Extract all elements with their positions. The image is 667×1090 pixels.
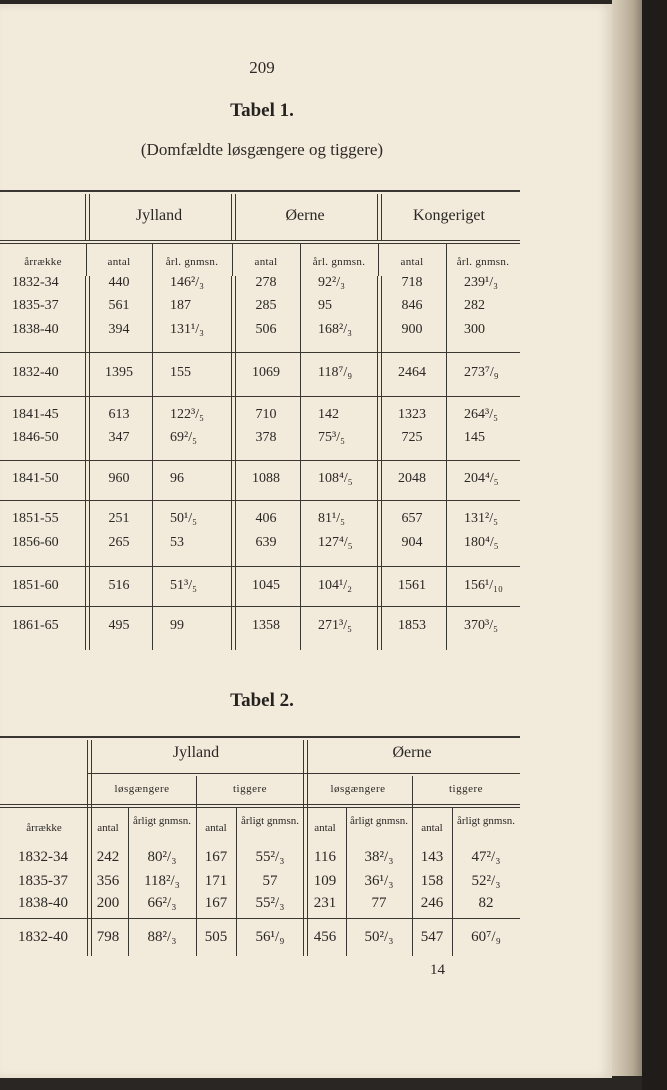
group-header: Kongeriget [413,207,485,224]
body-divider [300,460,301,500]
table-cell: 1088 [252,471,280,486]
table-cell: 242 [96,849,120,865]
body-divider [377,500,382,566]
column-header: antal [314,822,336,834]
column-header: årligt gnmsn. [456,815,516,827]
table-cell: 168²/₃ [318,322,352,337]
table-cell: 406 [255,511,277,526]
group-header: Øerne [392,744,432,761]
table-cell: 271³/₅ [318,618,352,633]
table-cell: 300 [464,322,485,337]
column-header: årligt gnmsn. [240,815,300,827]
table-cell: 278 [255,275,277,290]
table-cell: 180⁴/₅ [464,535,499,550]
column-header: antal [107,256,131,268]
table-cell: 516 [108,578,130,593]
body-divider [300,566,301,606]
table-cell: 613 [108,407,130,422]
subgroup-header: tiggere [448,783,484,795]
header-divider [300,244,301,276]
header-divider [378,244,379,276]
column-header: årrække [26,822,62,834]
row-label: 1832-34 [18,849,68,865]
table-cell: 356 [96,873,120,889]
table-cell: 57 [262,873,278,889]
table-cell: 81¹/₅ [318,511,345,526]
background-edge [642,0,667,1090]
header-divider [446,244,447,276]
table-cell: 52²/₃ [471,873,501,889]
body-divider [152,606,153,650]
table-cell: 505 [204,929,228,945]
table-cell: 1323 [398,407,426,422]
table-cell: 122³/₅ [170,407,204,422]
row-label: 1835-37 [18,873,68,889]
table-cell: 47²/₃ [471,849,501,865]
table-cell: 116 [314,849,336,865]
table-cell: 1561 [398,578,426,593]
column-header: årrække [24,256,62,268]
block-rule [0,352,520,353]
body-divider [446,396,447,460]
body-divider [300,352,301,396]
body-divider [300,396,301,460]
table-cell: 1069 [252,365,280,380]
table-cell: 142 [318,407,339,422]
row-label: 1851-55 [12,511,59,526]
table-cell: 77 [371,895,387,911]
table-cell: 56¹/₉ [255,929,285,945]
body-divider [152,500,153,566]
body-divider [231,396,236,460]
table-cell: 82 [478,895,494,911]
table-cell: 231 [313,895,337,911]
body-divider [231,500,236,566]
table-cell: 710 [255,407,277,422]
table-cell: 282 [464,298,485,313]
row-label: 1832-34 [12,275,59,290]
table-cell: 456 [313,929,337,945]
table-cell: 264³/₅ [464,407,498,422]
body-divider [446,276,447,352]
table-cell: 187 [170,298,191,313]
table-cell: 145 [464,430,485,445]
row-label: 1846-50 [12,430,59,445]
table-cell: 440 [108,275,130,290]
table-cell: 146²/₃ [170,275,204,290]
block-rule [0,500,520,501]
subgroup-header: løsgængere [114,783,170,795]
tabel-1-title: Tabel 1. [230,100,294,121]
column-header: antal [97,822,119,834]
body-divider [152,396,153,460]
group-divider [303,740,308,956]
table-cell: 109 [313,873,337,889]
row-label: 1838-40 [12,322,59,337]
rule-sub [0,804,520,805]
table-cell: 378 [255,430,277,445]
table-cell: 66²/₃ [147,895,177,911]
table-cell: 1358 [252,618,280,633]
column-header: årligt gnmsn. [349,815,409,827]
table-cell: 155 [170,365,191,380]
rule-top [0,736,520,738]
table-cell: 50²/₃ [364,929,394,945]
table-cell: 55²/₃ [255,849,285,865]
table-cell: 506 [255,322,277,337]
table-cell: 900 [401,322,423,337]
table-cell: 127⁴/₅ [318,535,353,550]
column-header: årl. gnmsn. [312,256,366,268]
subgroup-header: løsgængere [330,783,386,795]
body-divider [85,500,90,566]
group-header: Øerne [285,207,325,224]
table-cell: 69²/₅ [170,430,197,445]
table-cell: 118⁷/₉ [318,365,353,380]
body-divider [85,396,90,460]
table-cell: 60⁷/₉ [471,929,501,945]
column-header: årl. gnmsn. [165,256,219,268]
table-cell: 1395 [105,365,133,380]
table-cell: 167 [204,849,228,865]
table-cell: 1853 [398,618,426,633]
table-cell: 92²/₃ [318,275,345,290]
group-header: Jylland [135,207,183,224]
body-divider [377,396,382,460]
table-cell: 725 [401,430,423,445]
column-header: antal [254,256,278,268]
page-number: 209 [249,58,275,77]
block-rule [0,918,520,919]
table-cell: 143 [420,849,444,865]
table-cell: 347 [108,430,130,445]
subgroup-header: tiggere [232,783,268,795]
table-cell: 51³/₅ [170,578,197,593]
table-cell: 846 [401,298,423,313]
row-label: 1856-60 [12,535,59,550]
row-label: 1832-40 [12,365,59,380]
column-header: antal [400,256,424,268]
table-cell: 95 [318,298,332,313]
table-cell: 657 [401,511,423,526]
column-header: årligt gnmsn. [132,815,192,827]
body-divider [152,352,153,396]
table-cell: 108⁴/₅ [318,471,353,486]
body-divider [152,566,153,606]
group-divider [377,194,382,240]
body-divider [300,500,301,566]
body-divider [300,276,301,352]
header-divider [232,244,233,276]
table-cell: 38²/₃ [364,849,394,865]
table-cell: 904 [401,535,423,550]
column-header: antal [421,822,443,834]
table-cell: 798 [96,929,120,945]
group-divider [85,194,90,240]
row-label: 1838-40 [18,895,68,911]
header-divider [86,244,87,276]
row-label: 1835-37 [12,298,59,313]
group-divider [231,194,236,240]
table-cell: 718 [401,275,423,290]
body-divider [152,276,153,352]
table-cell: 547 [420,929,444,945]
row-label: 1861-65 [12,618,59,633]
block-rule [0,460,520,461]
table-cell: 118²/₃ [144,873,180,889]
tabel-1-subtitle: (Domfældte løsgængere og tiggere) [140,140,384,159]
table-cell: 1045 [252,578,280,593]
body-divider [446,566,447,606]
rule-sub-b [0,807,520,808]
footer-number: 14 [430,962,445,978]
body-divider [152,460,153,500]
table-cell: 80²/₃ [147,849,177,865]
table-cell: 88²/₃ [147,929,177,945]
header-divider [152,244,153,276]
body-divider [446,500,447,566]
body-divider [446,352,447,396]
table-cell: 96 [170,471,184,486]
table-cell: 2048 [398,471,426,486]
table-cell: 53 [170,535,184,550]
column-header: årl. gnmsn. [456,256,510,268]
table-cell: 239¹/₃ [464,275,498,290]
table-cell: 104¹/₂ [318,578,352,593]
rule-top [0,190,520,192]
body-divider [446,606,447,650]
table-cell: 273⁷/₉ [464,365,499,380]
table-cell: 246 [420,895,444,911]
table-cell: 204⁴/₅ [464,471,499,486]
table-cell: 960 [108,471,130,486]
table-cell: 200 [96,895,120,911]
table-cell: 131²/₅ [464,511,498,526]
table-cell: 370³/₅ [464,618,498,633]
block-rule [0,396,520,397]
group-divider [87,740,92,956]
table-cell: 99 [170,618,184,633]
table-cell: 50¹/₅ [170,511,197,526]
tabel-2-title: Tabel 2. [230,690,294,711]
table-cell: 2464 [398,365,426,380]
body-divider [300,606,301,650]
table-cell: 75³/₅ [318,430,345,445]
body-divider [446,460,447,500]
table-cell: 55²/₃ [255,895,285,911]
table-cell: 36¹/₃ [364,873,394,889]
table-cell: 495 [108,618,130,633]
table-cell: 394 [108,322,130,337]
rule-group-b [0,243,520,244]
block-rule [0,606,520,607]
table-cell: 156¹/₁₀ [464,578,503,593]
table-cell: 167 [204,895,228,911]
row-label: 1841-50 [12,471,59,486]
block-rule [0,566,520,567]
row-label: 1832-40 [18,929,68,945]
row-label: 1851-60 [12,578,59,593]
table-cell: 561 [108,298,130,313]
table-cell: 639 [255,535,277,550]
book-spine-edge [612,0,642,1076]
table-cell: 285 [255,298,277,313]
table-cell: 158 [420,873,444,889]
table-cell: 131¹/₃ [170,322,204,337]
rule-group [0,240,520,241]
table-cell: 265 [108,535,130,550]
table-cell: 171 [204,873,228,889]
table-cell: 251 [108,511,130,526]
column-header: antal [205,822,227,834]
row-label: 1841-45 [12,407,59,422]
group-header: Jylland [172,744,220,761]
